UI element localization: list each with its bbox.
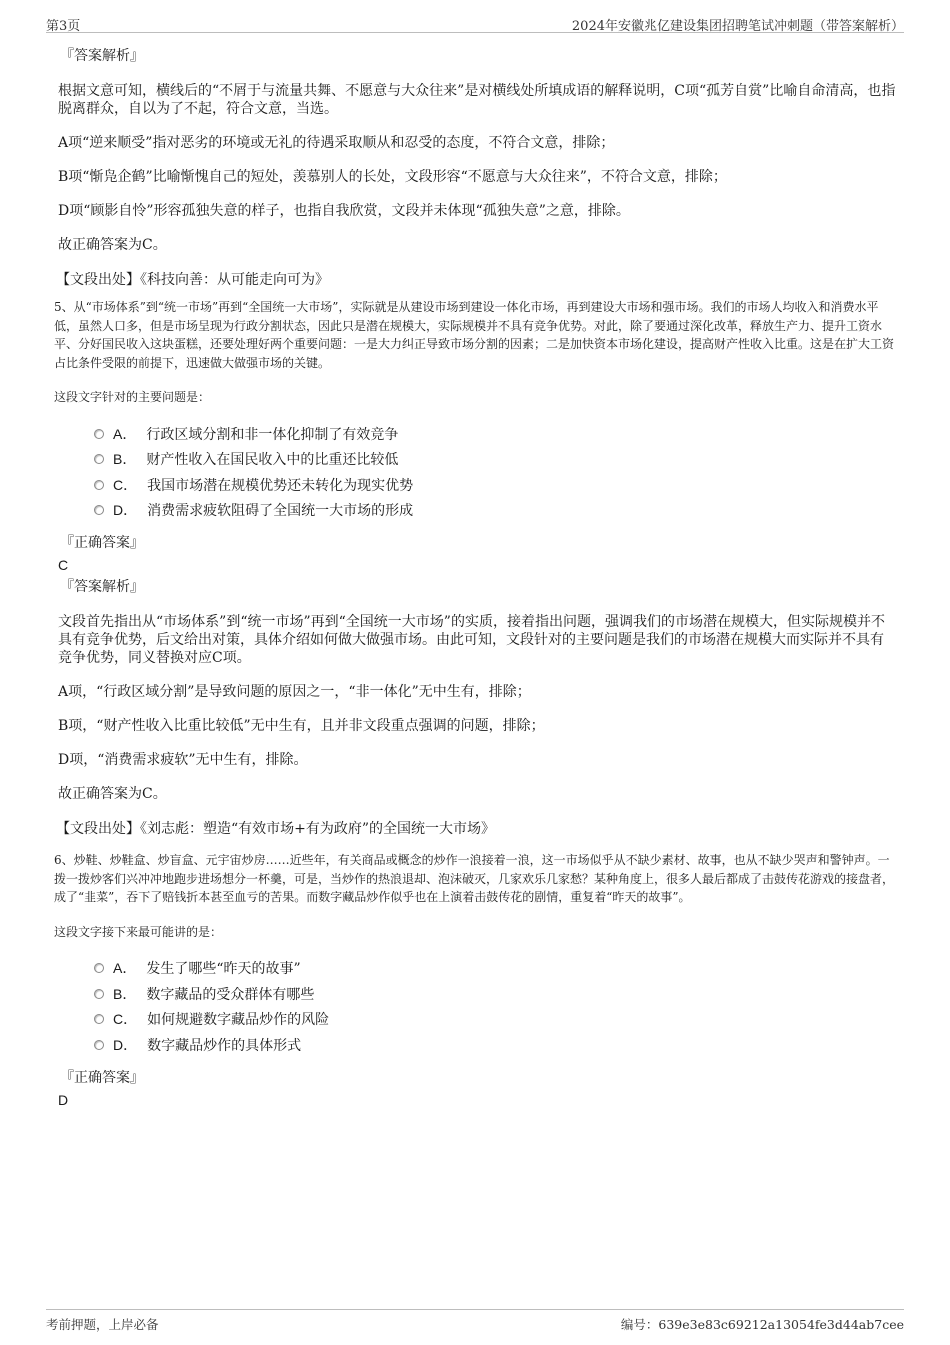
analysis-paragraph: A项，“行政区域分割”是导致问题的原因之一，“非一体化”无中生有，排除； bbox=[58, 684, 531, 700]
page-footer bbox=[46, 1309, 904, 1334]
radio-icon[interactable] bbox=[94, 1014, 104, 1024]
document-title: 2024年安徽兆亿建设集团招聘笔试冲刺题（带答案解析） bbox=[571, 19, 904, 34]
option-c[interactable]: C． 如何规避数字藏品炒作的风险 bbox=[94, 1007, 896, 1033]
radio-icon[interactable] bbox=[94, 963, 104, 973]
question-5-text: 5、从“市场体系”到“统一市场”再到“全国统一大市场”，实际就是从建设市场到建设一体化市场，再到建设大市场和强市场。我们的市场人均收入和消费水平低，虽然人口多，但是市场呈现为行政分割状态，因此只是潜在规模大，实际规模并不具有竞争优势。对此，除了要通过深化改革，释放生产力、提升工资水平、分好国民收入这块蛋糕，还要处理好两个重要问题：一是大力纠正导致市场分割的因素；二是加快资本市场化建设，提高财产性收入比重。这是在扩大工资占比条件受限的前提下，迅速做大做强市场的关键。 bbox=[54, 300, 895, 370]
radio-icon[interactable] bbox=[94, 505, 104, 515]
option-a[interactable]: A． 发生了哪些“昨天的故事” bbox=[94, 956, 896, 982]
radio-icon[interactable] bbox=[94, 989, 104, 999]
analysis-paragraph: B项“惭凫企鹤”比喻惭愧自己的短处，羡慕别人的长处，文段形容“不愿意与大众往来”，不符合文意，排除； bbox=[58, 169, 727, 185]
analysis-paragraph: 文段首先指出从“市场体系”到“统一市场”再到“全国统一大市场”的实质，接着指出问题，强调我们的市场潜在规模大，但实际规模并不具有竞争优势，后文给出对策，具体介绍如何做大做强市场。由此可知，文段针对的主要问题是我们的市场潜在规模大而实际并不具有竞争优势，同义替换对应C项。 bbox=[58, 614, 885, 666]
radio-icon[interactable] bbox=[94, 429, 104, 439]
analysis-paragraph: D项，“消费需求疲软”无中生有，排除。 bbox=[58, 752, 308, 768]
page-content bbox=[56, 46, 896, 1112]
footer-slogan: 考前押题，上岸必备 bbox=[46, 1317, 159, 1332]
document-id: 编号：639e3e83c69212a13054fe3d44ab7cee bbox=[620, 1317, 904, 1332]
correct-answer: C bbox=[58, 557, 69, 573]
source-citation: 【文段出处】《科技向善：从可能走向可为》 bbox=[56, 272, 329, 288]
analysis-conclusion: 故正确答案为C。 bbox=[58, 786, 167, 802]
question-6-text: 6、炒鞋、炒鞋盒、炒盲盒、元宇宙炒房……近些年，有关商品或概念的炒作一浪接着一浪，这一市场似乎从不缺少素材、故事，也从不缺少哭声和警钟声。一拨一拨炒客们兴冲冲地跑步进场想分一杯羹，可是，当炒作的热浪退却、泡沫破灭，几家欢乐几家愁？某种角度上，很多人最后都成了击鼓传花游戏的接盘者，成了“韭菜”，吞下了赔钱折本甚至血亏的苦果。而数字藏品炒作似乎也在上演着击鼓传花的剧情，重复着“昨天的故事”。 bbox=[54, 853, 895, 904]
analysis-paragraph: B项，“财产性收入比重比较低”无中生有，且并非文段重点强调的问题，排除； bbox=[58, 718, 545, 734]
page-header bbox=[46, 12, 904, 33]
analysis-paragraph: A项“逆来顺受”指对恶劣的环境或无礼的待遇采取顺从和忍受的态度，不符合文意，排除； bbox=[58, 135, 615, 151]
source-citation: 【文段出处】《刘志彪：塑造“有效市场+有为政府”的全国统一大市场》 bbox=[56, 821, 496, 837]
question-6-options bbox=[94, 956, 896, 1058]
question-6-prompt: 这段文字接下来最可能讲的是： bbox=[54, 924, 223, 939]
option-d[interactable]: D． 消费需求疲软阻碍了全国统一大市场的形成 bbox=[94, 498, 896, 524]
analysis-label: 『答案解析』 bbox=[60, 48, 144, 64]
page-number: 第3页 bbox=[46, 19, 81, 34]
analysis-conclusion: 故正确答案为C。 bbox=[58, 237, 167, 253]
option-a[interactable]: A． 行政区域分割和非一体化抑制了有效竞争 bbox=[94, 421, 896, 447]
option-c[interactable]: C． 我国市场潜在规模优势还未转化为现实优势 bbox=[94, 472, 896, 498]
analysis-label: 『答案解析』 bbox=[60, 579, 144, 595]
question-5-options bbox=[94, 421, 896, 523]
question-5-prompt: 这段文字针对的主要问题是： bbox=[54, 390, 211, 404]
option-b[interactable]: B． 数字藏品的受众群体有哪些 bbox=[94, 981, 896, 1007]
answer-label: 『正确答案』 bbox=[60, 1069, 144, 1086]
correct-answer: D bbox=[58, 1091, 69, 1108]
analysis-paragraph: D项“顾影自怜”形容孤独失意的样子，也指自我欣赏，文段并未体现“孤独失意”之意，排除。 bbox=[58, 203, 630, 219]
option-d[interactable]: D． 数字藏品炒作的具体形式 bbox=[94, 1032, 896, 1058]
option-b[interactable]: B． 财产性收入在国民收入中的比重还比较低 bbox=[94, 447, 896, 473]
radio-icon[interactable] bbox=[94, 480, 104, 490]
answer-label: 『正确答案』 bbox=[60, 535, 144, 551]
radio-icon[interactable] bbox=[94, 1040, 104, 1050]
radio-icon[interactable] bbox=[94, 454, 104, 464]
analysis-paragraph: 根据文意可知，横线后的“不屑于与流量共舞、不愿意与大众往来”是对横线处所填成语的解释说明，C项“孤芳自赏”比喻自命清高，也指脱离群众，自以为了不起，符合文意，当选。 bbox=[58, 83, 896, 117]
